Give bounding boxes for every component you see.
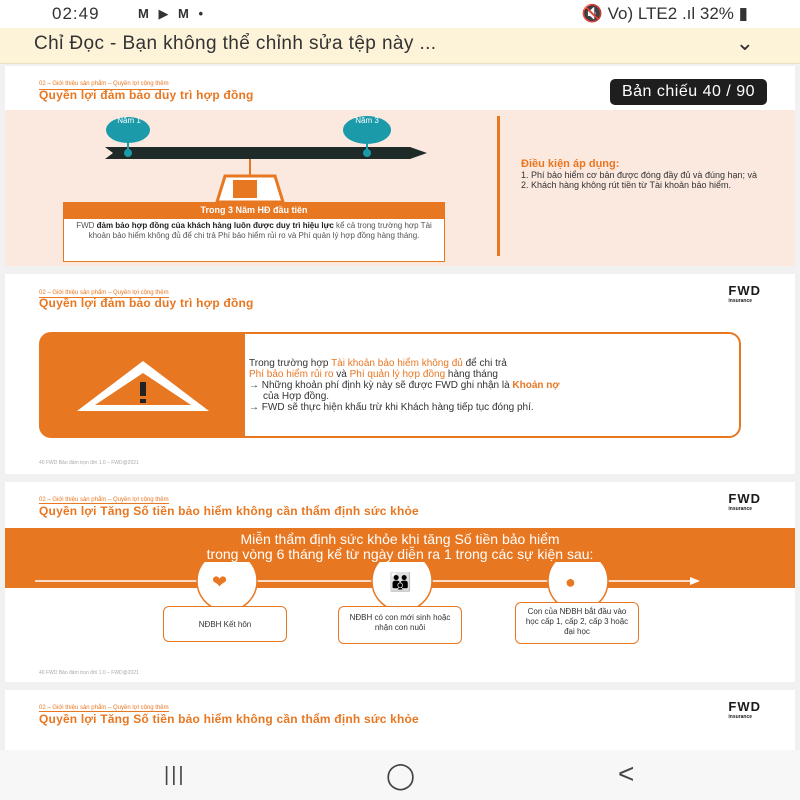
checklist-icon (233, 180, 257, 198)
year-1-label: Năm 1 (117, 116, 141, 125)
warning-icon (73, 358, 213, 414)
slide-40[interactable] (5, 66, 795, 266)
event-marriage: NĐBH Kết hôn (163, 606, 287, 642)
first-3-years-text: FWD đảm bảo hợp đồng của khách hàng luôn được duy trì hiệu lực kể cả trong trường hợp Tài khoản bảo hiểm không đủ để chi trả Phí bảo hiểm rủi ro và Phí quản lý hợp đồng hàng tháng. (63, 218, 445, 262)
slide-title: Quyền lợi Tăng Số tiền bảo hiểm không cần thẩm định sức khỏe (39, 504, 419, 518)
slide-counter: Bản chiếu 40 / 90 (610, 79, 767, 105)
slide-title: Quyền lợi đảm bảo duy trì hợp đồng (39, 296, 254, 310)
status-bar (0, 0, 800, 28)
status-right-icons: 🔇 Vo) LTE2 .ıl 32% ▮ (581, 4, 748, 23)
warning-text: Trong trường hợp Tài khoản bảo hiểm không đủ để chi trả Phí bảo hiểm rủi ro và Phí quản lý hợp đồng hàng tháng → Những khoản phí định kỳ này sẽ được FWD ghi nhận là Khoản nợ của Hợp đồng. → FWD sẽ thực hiện khấu trừ khi Khách hàng tiếp tục đóng phí. (249, 358, 560, 413)
conditions-list (521, 170, 761, 190)
slide-title: Quyền lợi đảm bảo duy trì hợp đồng (39, 88, 254, 102)
read-only-banner[interactable] (0, 28, 800, 64)
chevron-down-icon[interactable]: ⌄ (735, 30, 754, 55)
condition-item: 2. Khách hàng không rút tiền từ Tài khoản bảo hiểm. (521, 180, 731, 190)
home-button[interactable]: ◯ (386, 760, 416, 790)
status-time: 02:49 (52, 4, 100, 23)
fwd-logo: FWD insurance (728, 283, 761, 304)
slide-41[interactable] (5, 274, 795, 474)
breadcrumb: 02 – Giới thiệu sản phẩm – Quyền lợi cộng thêm (39, 705, 169, 711)
conditions-title: Điều kiện áp dụng: (521, 158, 620, 170)
slide-43[interactable] (5, 690, 795, 750)
read-only-title: Chỉ Đọc - Bạn không thể chỉnh sửa tệp này ... (34, 33, 437, 54)
family-icon: 👪 (389, 572, 412, 592)
year-3-label: Năm 3 (355, 116, 379, 125)
android-nav-bar (0, 750, 800, 800)
slide-footer: 40 FWD Bảo đảm trọn đời 1.0 – FWD@2021 (39, 460, 139, 466)
slide-footer: 40 FWD Bảo đảm trọn đời 1.0 – FWD@2021 (39, 670, 139, 676)
hands-heart-icon: ❤ (212, 572, 228, 592)
fwd-logo: FWD insurance (728, 699, 761, 720)
slide-title: Quyền lợi Tăng Số tiền bảo hiểm không cần thẩm định sức khỏe (39, 712, 419, 726)
breadcrumb: 02 – Giới thiệu sản phẩm – Quyền lợi cộng thêm (39, 497, 169, 503)
event-new-child: NĐBH có con mới sinh hoặc nhận con nuôi (338, 606, 462, 644)
breadcrumb: 02 – Giới thiệu sản phẩm – Quyền lợi cộng thêm (39, 290, 169, 296)
school-apple-icon: ● (565, 572, 576, 592)
recents-button[interactable]: ||| (164, 764, 186, 786)
breadcrumb: 02 – Giới thiệu sản phẩm – Quyền lợi cộng thêm (39, 81, 169, 87)
notification-icons: M ▶ M • (138, 6, 207, 21)
back-button[interactable]: < (618, 758, 635, 789)
event-child-school: Con của NĐBH bắt đầu vào học cấp 1, cấp 2, cấp 3 hoặc đại học (515, 602, 639, 644)
banner-text: Miễn thẩm định sức khỏe khi tăng Số tiền bảo hiểm trong vòng 6 tháng kể từ ngày diễn ra 1 trong các sự kiện sau: (206, 531, 594, 562)
fwd-logo: FWD insurance (728, 491, 761, 512)
slide-42[interactable] (5, 482, 795, 682)
timeline-arrow (105, 147, 427, 159)
condition-item: 1. Phí bảo hiểm cơ bản được đóng đầy đủ và đúng hạn; và (521, 170, 757, 180)
first-3-years-header: Trong 3 Năm HĐ đầu tiên (63, 202, 445, 218)
